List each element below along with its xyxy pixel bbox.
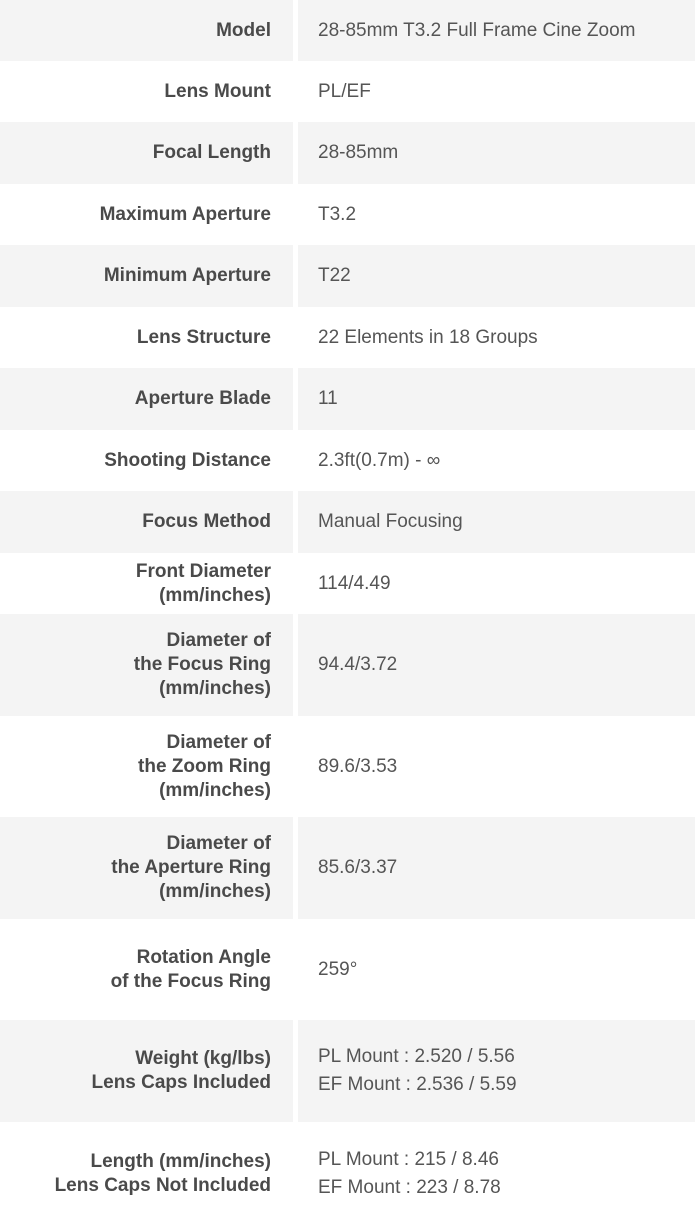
spec-value: 28-85mm [318,142,399,163]
spec-row-front-diameter [0,553,695,614]
spec-row-maximum-aperture [0,184,695,245]
spec-row-aperture-blade [0,368,695,430]
spec-label-cell [0,919,293,1020]
spec-value-cell [298,122,695,184]
spec-row-minimum-aperture [0,245,695,307]
spec-label-cell [0,122,293,184]
spec-row-weight [0,1020,695,1122]
spec-value: 22 Elements in 18 Groups [318,326,538,348]
spec-label-cell [0,817,293,919]
spec-label-cell [0,184,293,245]
spec-label-cell [0,1122,293,1226]
spec-row-model [0,0,695,61]
spec-row-focal-length [0,122,695,184]
spec-value-cell [298,1020,695,1122]
spec-label-cell [0,430,293,491]
spec-label: Model [216,19,271,41]
spec-row-lens-structure [0,307,695,368]
spec-value-cell [298,614,695,716]
spec-label-cell [0,553,293,614]
spec-value: EF Mount : 2.536 / 5.59 [318,1074,517,1095]
spec-label-cell [0,307,293,368]
spec-value-cell [298,307,695,368]
spec-value-cell [298,491,695,553]
spec-value-cell [298,184,695,245]
spec-label-cell [0,491,293,553]
spec-value: PL/EF [318,80,371,102]
spec-value: Manual Focusing [318,511,463,532]
spec-row-rotation-angle [0,919,695,1020]
spec-label: Rotation Angle of the Focus Ring [110,946,271,992]
spec-value: PL Mount : 2.520 / 5.56 [318,1046,515,1067]
spec-label-cell [0,0,293,61]
spec-row-shooting-distance [0,430,695,491]
spec-label: Minimum Aperture [103,265,271,286]
spec-label-cell [0,716,293,817]
spec-label-cell [0,1020,293,1122]
spec-value: 259° [318,958,358,980]
spec-label: Lens Mount [164,80,271,102]
spec-value: T3.2 [318,203,357,225]
spec-row-length [0,1122,695,1226]
spec-value-cell [298,0,695,61]
spec-value: PL Mount : 215 / 8.46 [318,1149,499,1170]
spec-value: EF Mount : 223 / 8.78 [318,1177,501,1198]
spec-value-cell [298,553,695,614]
spec-value-cell [298,61,695,122]
spec-value-cell [298,430,695,491]
spec-label: Focus Method [142,511,271,532]
spec-label-cell [0,368,293,430]
spec-value-cell [298,817,695,919]
spec-label: Diameter of the Aperture Ring (mm/inches) [111,833,271,902]
spec-value: T22 [318,265,351,286]
spec-label: Shooting Distance [104,449,271,471]
spec-value: 94.4/3.72 [318,654,398,675]
spec-value: 11 [318,388,338,409]
spec-label: Diameter of the Focus Ring (mm/inches) [133,630,271,699]
spec-row-aperture-ring-diameter [0,817,695,919]
spec-value: 28-85mm T3.2 Full Frame Cine Zoom [318,19,636,41]
spec-row-lens-mount [0,61,695,122]
spec-label: Focal Length [152,142,271,163]
spec-label: Maximum Aperture [99,203,271,225]
spec-label: Diameter of the Zoom Ring (mm/inches) [138,731,271,801]
spec-value: 2.3ft(0.7m) - ∞ [318,449,441,471]
spec-value-cell [298,1122,695,1226]
spec-label-cell [0,245,293,307]
spec-label: Front Diameter (mm/inches) [135,560,271,606]
spec-row-focus-ring-diameter [0,614,695,716]
spec-label-cell [0,61,293,122]
spec-label: Weight (kg/lbs) Lens Caps Included [91,1048,271,1093]
spec-value-cell [298,245,695,307]
spec-value: 114/4.49 [318,572,391,594]
spec-label: Length (mm/inches) Lens Caps Not Included [54,1151,271,1196]
spec-row-focus-method [0,491,695,553]
spec-value-cell [298,368,695,430]
spec-value: 89.6/3.53 [318,755,398,777]
spec-label: Aperture Blade [134,388,271,409]
spec-value-cell [298,919,695,1020]
spec-label: Lens Structure [136,326,271,348]
spec-row-zoom-ring-diameter [0,716,695,817]
spec-value-cell [298,716,695,817]
spec-label-cell [0,614,293,716]
spec-value: 85.6/3.37 [318,857,398,878]
